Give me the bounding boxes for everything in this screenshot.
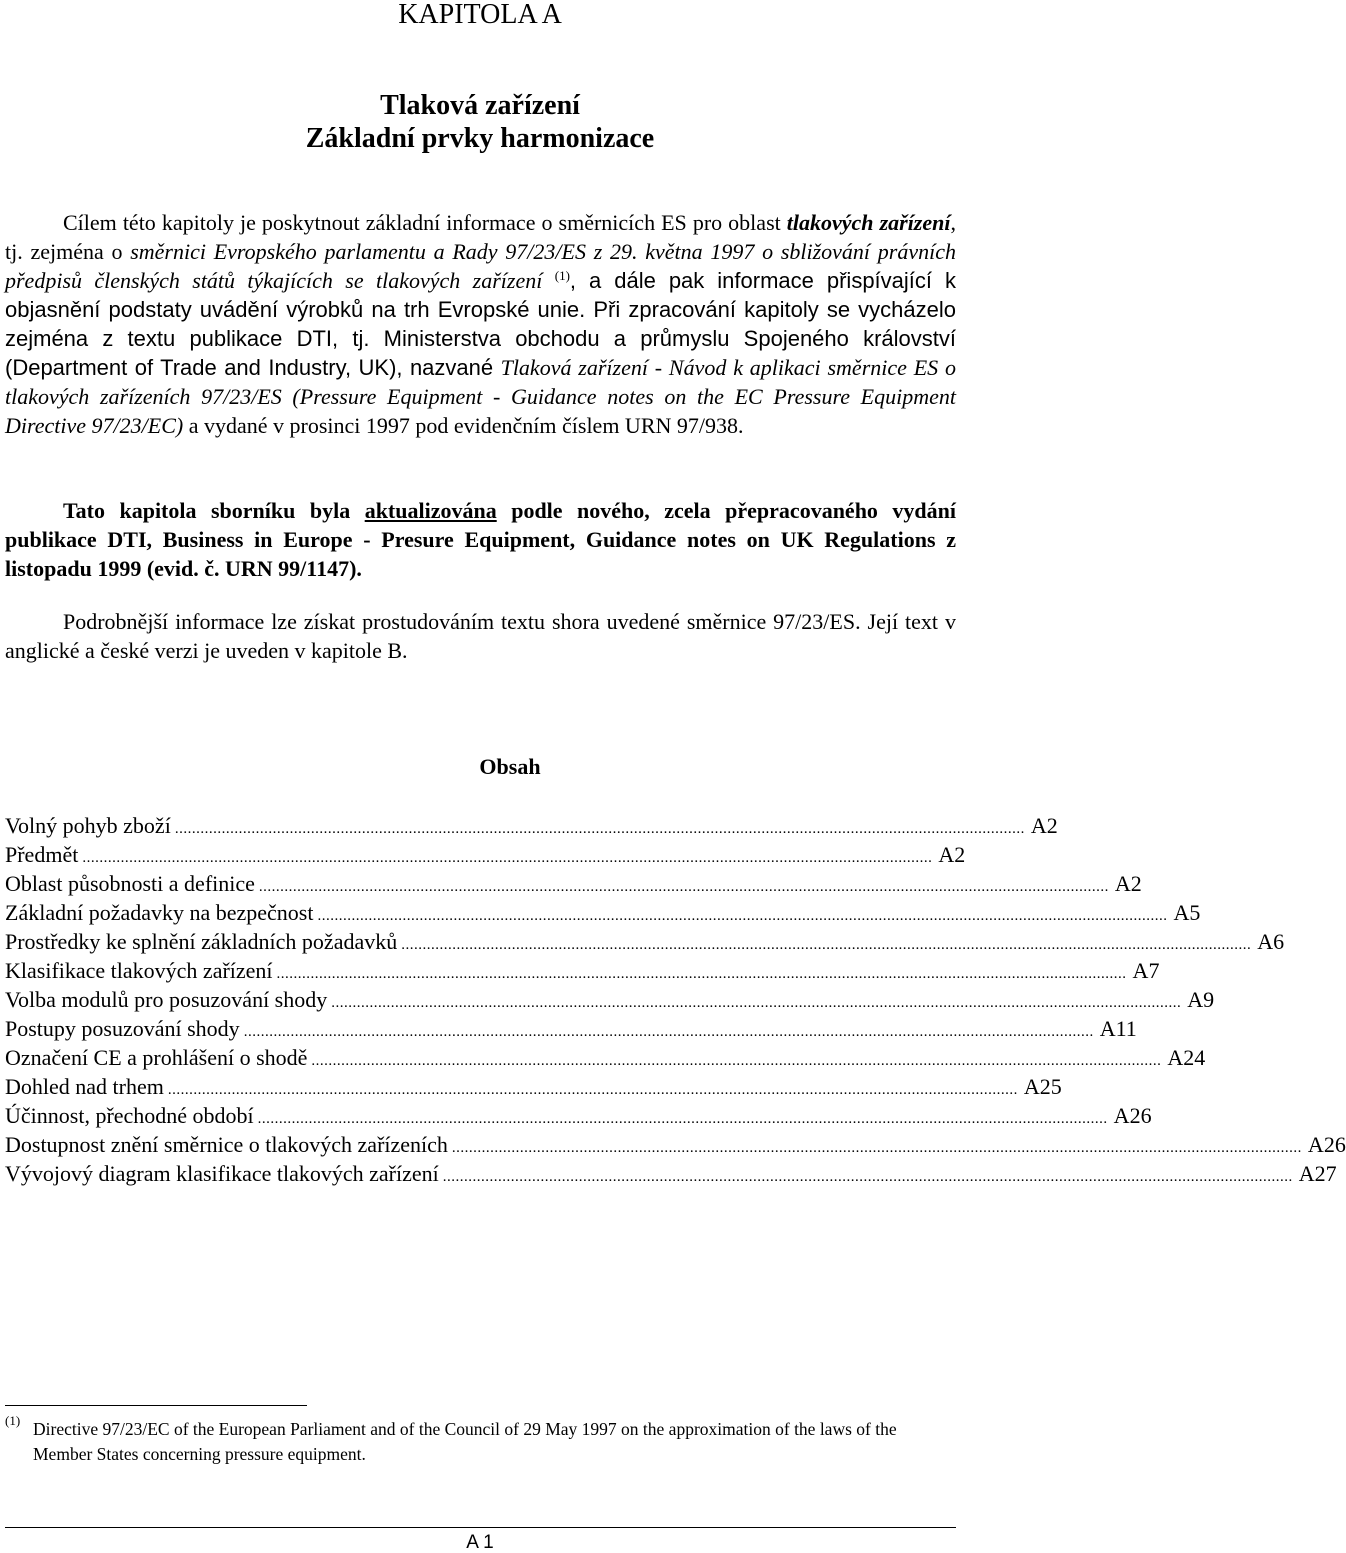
- toc-page-prefix: A: [1298, 1161, 1315, 1186]
- toc-entry-label: Vývojový diagram klasifikace tlakových zařízení: [5, 1161, 439, 1186]
- toc-entry-page: [1133, 956, 1160, 985]
- more-info-paragraph: Podrobnější informace lze získat prostudováním textu shora uvedené směrnice 97/23/ES. Její text v anglické a české verzi je uveden v kapitole B.: [5, 609, 956, 663]
- toc-page-prefix: A: [1167, 1045, 1184, 1070]
- toc-entry[interactable]: [5, 869, 1142, 898]
- toc-entry-label: Předmět: [5, 842, 79, 867]
- table-of-contents: [5, 811, 1346, 1188]
- toc-entry[interactable]: [5, 1159, 1337, 1188]
- toc-entry-page: [1308, 1130, 1346, 1159]
- toc-leader-dots: ........................................................................................................................................................................................................: [442, 1169, 1293, 1185]
- toc-leader-dots: ........................................................................................................................................................................................................: [451, 1140, 1302, 1156]
- toc-page-number: 9: [1203, 987, 1215, 1012]
- toc-page-prefix: A: [1307, 1132, 1324, 1157]
- footnote-divider: [5, 1405, 307, 1406]
- toc-page-number: 6: [1273, 929, 1285, 954]
- chapter-title: KAPITOLA A: [398, 0, 562, 30]
- toc-entry-page: [1031, 811, 1058, 840]
- toc-entry[interactable]: [5, 1072, 1062, 1101]
- toc-page-number: 5: [1189, 900, 1201, 925]
- toc-page-number: 2: [1130, 871, 1142, 896]
- update-paragraph: Tato kapitola sborníku byla aktualizována podle nového, zcela přepracovaného vydání publikace DTI, Business in Europe - Presure Equipment, Guidance notes on UK Regulations z listopadu 1999 (evid. č. URN 99/1147).: [5, 498, 956, 581]
- toc-leader-dots: ........................................................................................................................................................................................................: [258, 879, 1109, 895]
- publication-title: Tlaková zařízení - Návod k aplikaci směrnice ES o tlakových zařízeních 97/23/ES (Pressure Equipment - Guidance notes on the EC Pressure Equipment Directive 97/23/EC): [5, 355, 956, 438]
- toc-entry-label: Prostředky ke splnění základních požadavků: [5, 929, 398, 954]
- toc-entry-page: [1187, 985, 1214, 1014]
- toc-page-number: 7: [1148, 958, 1160, 983]
- toc-leader-dots: ........................................................................................................................................................................................................: [167, 1082, 1018, 1098]
- toc-leader-dots: ........................................................................................................................................................................................................: [257, 1111, 1108, 1127]
- toc-entry-label: Dohled nad trhem: [5, 1074, 164, 1099]
- toc-page-number: 11: [1115, 1016, 1137, 1041]
- directive-title: směrnici Evropského parlamentu a Rady 97/23/ES z 29. května 1997 o sbližování právních předpisů členských států týkajících se tlakových zařízení: [5, 239, 956, 293]
- toc-entry-page: [938, 840, 965, 869]
- toc-entry[interactable]: [5, 1014, 1137, 1043]
- toc-page-number: 26: [1129, 1103, 1152, 1128]
- toc-entry-page: [1100, 1014, 1137, 1043]
- toc-page-number: 26: [1323, 1132, 1346, 1157]
- footer-divider: [5, 1527, 956, 1528]
- toc-leader-dots: ........................................................................................................................................................................................................: [243, 1024, 1094, 1040]
- toc-leader-dots: ........................................................................................................................................................................................................: [317, 908, 1168, 924]
- toc-entry-page: [1167, 1043, 1205, 1072]
- toc-entry[interactable]: [5, 811, 1058, 840]
- update-emphasis: aktualizována: [364, 498, 497, 523]
- toc-leader-dots: ........................................................................................................................................................................................................: [276, 966, 1127, 982]
- toc-page-number: 25: [1039, 1074, 1062, 1099]
- toc-entry-page: [1299, 1159, 1337, 1188]
- footnote-reference[interactable]: (1): [554, 268, 570, 283]
- toc-entry[interactable]: [5, 1130, 1346, 1159]
- toc-leader-dots: ........................................................................................................................................................................................................: [311, 1053, 1162, 1069]
- document-title: Tlaková zařízení: [380, 90, 580, 121]
- toc-entry[interactable]: [5, 956, 1160, 985]
- document-subtitle: Základní prvky harmonizace: [305, 123, 655, 154]
- toc-page-prefix: A: [1113, 1103, 1130, 1128]
- toc-entry-label: Oblast působnosti a definice: [5, 871, 255, 896]
- toc-entry-page: [1024, 1072, 1062, 1101]
- page-number: A 1: [466, 1532, 494, 1553]
- toc-page-number: 2: [1046, 813, 1058, 838]
- toc-entry-label: Základní požadavky na bezpečnost: [5, 900, 314, 925]
- toc-entry[interactable]: [5, 927, 1285, 956]
- toc-entry[interactable]: [5, 1101, 1152, 1130]
- toc-page-prefix: A: [1173, 900, 1190, 925]
- toc-entry-page: [1173, 898, 1200, 927]
- toc-entry-label: Postupy posuzování shody: [5, 1016, 240, 1041]
- toc-heading: Obsah: [479, 754, 541, 779]
- emphasis-term: tlakových zařízení: [786, 210, 951, 235]
- toc-leader-dots: ........................................................................................................................................................................................................: [401, 937, 1252, 953]
- toc-leader-dots: ........................................................................................................................................................................................................: [331, 995, 1182, 1011]
- toc-entry-label: Volný pohyb zboží: [5, 813, 171, 838]
- toc-leader-dots: ........................................................................................................................................................................................................: [82, 850, 933, 866]
- toc-page-number: 24: [1183, 1045, 1206, 1070]
- toc-entry-label: Dostupnost znění směrnice o tlakových zařízeních: [5, 1132, 448, 1157]
- toc-page-prefix: A: [1114, 871, 1131, 896]
- toc-entry-label: Označení CE a prohlášení o shodě: [5, 1045, 308, 1070]
- toc-page-number: 27: [1314, 1161, 1337, 1186]
- toc-page-prefix: A: [1132, 958, 1149, 983]
- toc-page-prefix: A: [1023, 1074, 1040, 1099]
- toc-entry[interactable]: [5, 985, 1215, 1014]
- toc-entry-page: [1257, 927, 1284, 956]
- toc-entry-page: [1115, 869, 1142, 898]
- toc-page-prefix: A: [1257, 929, 1274, 954]
- toc-page-prefix: A: [1099, 1016, 1116, 1041]
- toc-page-prefix: A: [938, 842, 955, 867]
- toc-entry[interactable]: [5, 1043, 1206, 1072]
- toc-page-prefix: A: [1187, 987, 1204, 1012]
- toc-entry[interactable]: [5, 898, 1201, 927]
- footnote-marker: (1): [5, 1413, 21, 1428]
- toc-entry-label: Klasifikace tlakových zařízení: [5, 958, 273, 983]
- toc-page-prefix: A: [1030, 813, 1047, 838]
- toc-entry-label: Volba modulů pro posuzování shody: [5, 987, 328, 1012]
- toc-entry-label: Účinnost, přechodné období: [5, 1103, 254, 1128]
- toc-entry[interactable]: [5, 840, 966, 869]
- toc-page-number: 2: [954, 842, 966, 867]
- intro-paragraph: Cílem této kapitoly je poskytnout základní informace o směrnicích ES pro oblast tlakových zařízení, tj. zejména o směrnici Evropského parlamentu a Rady 97/23/ES z 29. května 1997 o sbližování právních předpisů členských států týkajících se tlakových zařízení $^{(1)}$, a dále pak informace přispívající k objasnění podstaty uvádění výrobků na trh Evropské unie. Při zpracování kapitoly se vycházelo zejména z textu publikace DTI, tj. Ministerstva obchodu a průmyslu Spojeného království (Department of Trade and Industry, UK), nazvané Tlaková zařízení - Návod k aplikaci směrnice ES o tlakových zařízeních 97/23/ES (Pressure Equipment - Guidance notes on the EC Pressure Equipment Directive 97/23/EC) a vydané v prosinci 1997 pod evidenčním číslem URN 97/938.: [5, 210, 957, 438]
- toc-entry-page: [1114, 1101, 1152, 1130]
- footnote-text: Directive 97/23/EC of the European Parliament and of the Council of 29 May 1997 on the approximation of the laws of the Member States concerning pressure equipment.: [33, 1419, 897, 1464]
- toc-leader-dots: ........................................................................................................................................................................................................: [174, 821, 1025, 837]
